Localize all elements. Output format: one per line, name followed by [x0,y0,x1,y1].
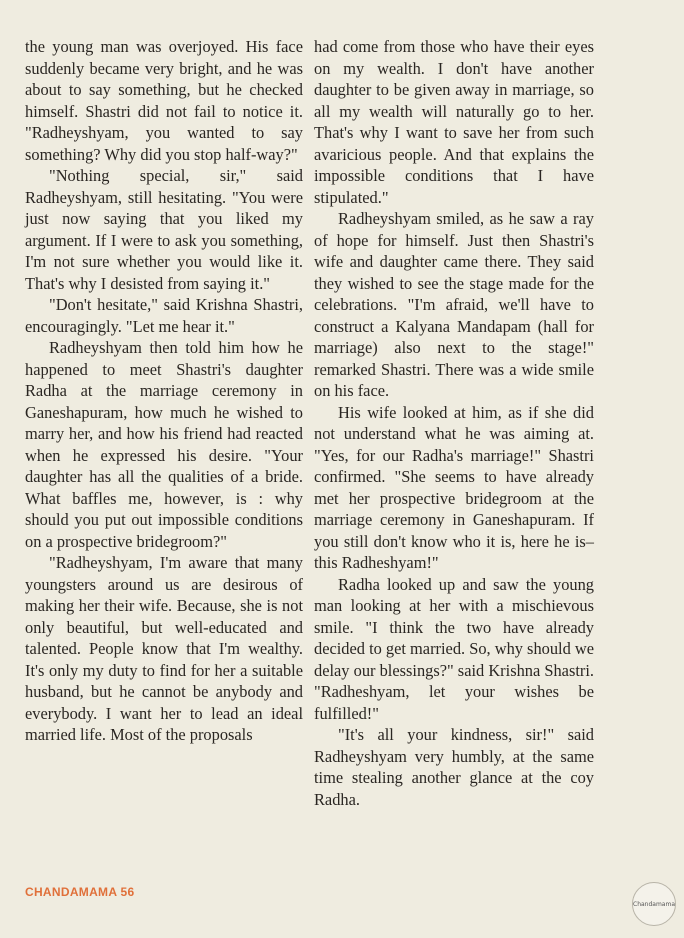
paragraph: "Radheyshyam, I'm aware that many youngsters around us are desirous of making her their wife. Because, she is not only beautiful, but well-educated and talented. People know that I'm wealthy. It's only my duty to find for her a suitable husband, but he cannot be anybody and everybody. I want her to lead an ideal married life. Most of the proposals [25,553,303,744]
paragraph: the young man was overjoyed. His face suddenly became very bright, and he was about to say something, but he checked himself. Shastri did not fail to notice it. "Radheyshyam, you wanted to say something? Why did you stop half-way?" [25,37,303,164]
paragraph: "It's all your kindness, sir!" said Radheyshyam very humbly, at the same time stealing another glance at the coy Radha. [314,725,594,809]
paragraph: "Don't hesitate," said Krishna Shastri, encouragingly. "Let me hear it." [25,295,303,336]
left-column [25,36,303,746]
paragraph: had come from those who have their eyes on my wealth. I don't have another daughter to be given away in marriage, so all my wealth will naturally go to her. That's why I want to save her from such avaricious people. And that explains the impossible conditions that I have stipulated." [314,37,594,207]
publisher-logo [632,882,676,926]
page-footer: CHANDAMAMA 56 [25,885,135,899]
paragraph: Radha looked up and saw the young man looking at her with a mischievous smile. "I think the two have already decided to get married. So, why should we delay our blessings?" said Krishna Shastri. "Radheshyam, let your wishes be fulfilled!" [314,574,594,723]
logo-text: Chandamama [633,900,675,908]
paragraph: "Nothing special, sir," said Radheyshyam, still hesitating. "You were just now saying that you liked my argument. If I were to ask you something, I'm not sure whether you would like it. That's why I desisted from saying it." [25,166,303,293]
paragraph: Radheyshyam then told him how he happened to meet Shastri's daughter Radha at the marriage ceremony in Ganeshapuram, how much he wished to marry her, and how his friend had reacted when he expressed his desire. "Your daughter has all the qualities of a bride. What baffles me, however, is : why should you put out impossible conditions on a prospective bridegroom?" [25,338,303,551]
paragraph: Radheyshyam smiled, as he saw a ray of hope for himself. Just then Shastri's wife and daughter came there. They said they wished to see the stage made for the celebrations. "I'm afraid, we'll have to construct a Kalyana Mandapam (hall for marriage) also next to the stage!" remarked Shastri. There was a wide smile on his face. [314,209,594,400]
paragraph: His wife looked at him, as if she did not understand what he was aiming at. "Yes, for our Radha's marriage!" Shastri confirmed. "She seems to have already met her prospective bridegroom at the marriage ceremony in Ganeshapuram. If you still don't know who it is, here he is–this Radheshyam!" [314,402,594,572]
right-column [314,36,594,810]
